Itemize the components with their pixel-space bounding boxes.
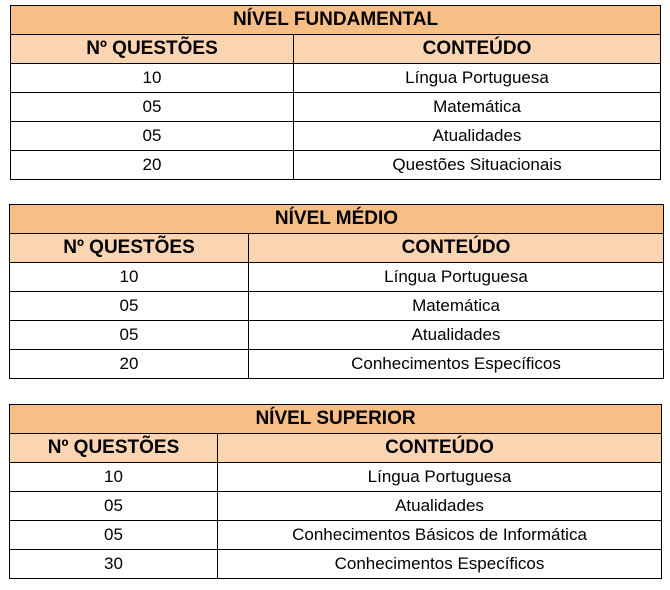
table-row [10, 550, 662, 579]
cell-count: 05 [11, 122, 294, 151]
cell-count: 05 [10, 321, 249, 350]
table-row [10, 292, 664, 321]
cell-count: 20 [11, 151, 294, 180]
cell-count: 05 [10, 521, 218, 550]
header-num-questoes: Nº QUESTÕES [10, 434, 218, 463]
table-row [11, 64, 661, 93]
table-nivel-medio [9, 204, 664, 379]
header-conteudo: CONTEÚDO [294, 35, 661, 64]
header-num-questoes: Nº QUESTÕES [10, 234, 249, 263]
cell-content: Questões Situacionais [294, 151, 661, 180]
table-row [11, 122, 661, 151]
table-row [10, 521, 662, 550]
table-row [10, 321, 664, 350]
table-header-row [10, 234, 664, 263]
cell-content: Língua Portuguesa [218, 463, 662, 492]
cell-content: Conhecimentos Específicos [249, 350, 664, 379]
header-conteudo: CONTEÚDO [218, 434, 662, 463]
table-title-row [11, 6, 661, 35]
table-header-row [11, 35, 661, 64]
table-nivel-fundamental [10, 5, 661, 180]
table-row [10, 350, 664, 379]
cell-content: Matemática [249, 292, 664, 321]
cell-content: Matemática [294, 93, 661, 122]
table-nivel-superior [9, 404, 662, 579]
cell-count: 05 [11, 93, 294, 122]
table-row [11, 93, 661, 122]
table-header-row [10, 434, 662, 463]
header-num-questoes: Nº QUESTÕES [11, 35, 294, 64]
table-title: NÍVEL MÉDIO [10, 205, 664, 234]
table-row [10, 263, 664, 292]
cell-count: 05 [10, 492, 218, 521]
table-row [11, 151, 661, 180]
table-row [10, 492, 662, 521]
cell-content: Conhecimentos Básicos de Informática [218, 521, 662, 550]
cell-content: Atualidades [218, 492, 662, 521]
cell-count: 20 [10, 350, 249, 379]
table-title-row [10, 205, 664, 234]
cell-count: 05 [10, 292, 249, 321]
cell-content: Atualidades [294, 122, 661, 151]
cell-count: 10 [11, 64, 294, 93]
table-row [10, 463, 662, 492]
cell-content: Língua Portuguesa [294, 64, 661, 93]
table-title: NÍVEL FUNDAMENTAL [11, 6, 661, 35]
cell-content: Conhecimentos Específicos [218, 550, 662, 579]
table-title: NÍVEL SUPERIOR [10, 405, 662, 434]
header-conteudo: CONTEÚDO [249, 234, 664, 263]
cell-count: 10 [10, 263, 249, 292]
cell-count: 30 [10, 550, 218, 579]
cell-content: Língua Portuguesa [249, 263, 664, 292]
table-title-row [10, 405, 662, 434]
cell-content: Atualidades [249, 321, 664, 350]
cell-count: 10 [10, 463, 218, 492]
